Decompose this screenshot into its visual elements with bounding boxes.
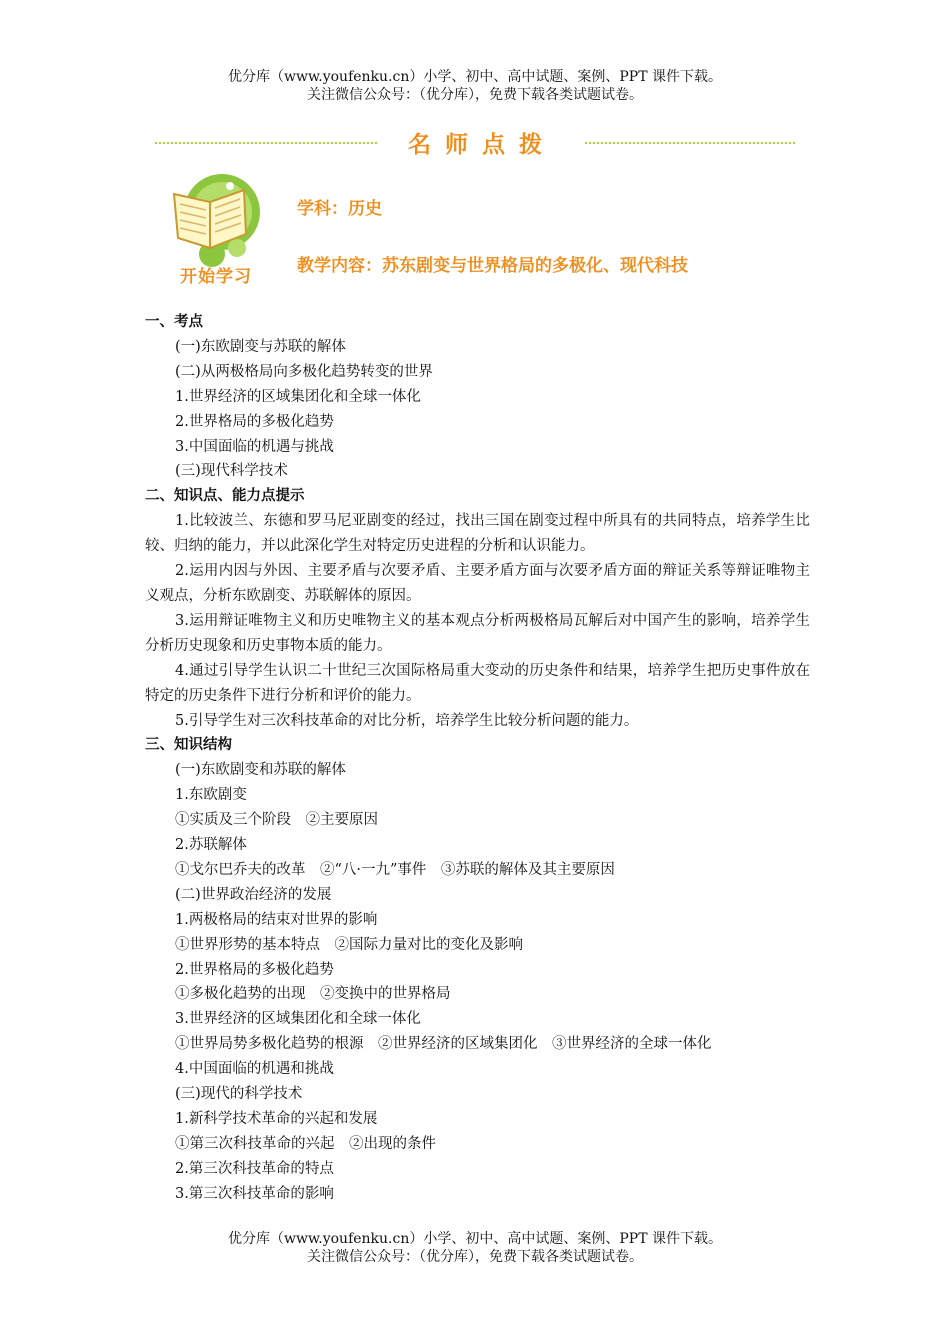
- list-item: (二)从两极格局向多极化趋势转变的世界: [175, 363, 433, 380]
- section-heading: 一、考点: [145, 314, 203, 330]
- page-footer: [0, 1230, 950, 1266]
- list-item: ①第三次科技革命的兴起 ②出现的条件: [175, 1135, 436, 1152]
- list-item: 3.世界经济的区域集团化和全球一体化: [175, 1011, 421, 1028]
- banner-title: 名师点拨: [408, 132, 556, 158]
- list-item: 1.新科学技术革命的兴起和发展: [175, 1111, 378, 1127]
- section-heading: 二、知识点、能力点提示: [145, 488, 305, 505]
- footer-line-1: 优分库（www.youfenku.cn）小学、初中、高中试题、案例、PPT 课件下载。: [227, 1231, 722, 1247]
- list-item: 1.世界经济的区域集团化和全球一体化: [175, 388, 421, 405]
- banner-divider-left: [155, 142, 377, 144]
- list-item: 2.第三次科技革命的特点: [175, 1160, 334, 1177]
- list-item: 4.中国面临的机遇和挑战: [175, 1061, 334, 1078]
- list-item: ①世界形势的基本特点 ②国际力量对比的变化及影响: [175, 936, 523, 953]
- list-item: ①多极化趋势的出现 ②变换中的世界格局: [175, 986, 451, 1003]
- list-item: (一)东欧剧变和苏联的解体: [175, 762, 346, 779]
- list-item: 2.世界格局的多极化趋势: [175, 413, 334, 430]
- header-line-1: 优分库（www.youfenku.cn）小学、初中、高中试题、案例、PPT 课件下载。: [227, 69, 722, 85]
- list-item: 1.两极格局的结束对世界的影响: [175, 911, 378, 928]
- logo-caption: 开始学习: [180, 267, 252, 287]
- section-banner: [155, 126, 795, 160]
- paragraph: 2.运用内因与外因、主要矛盾与次要矛盾、主要矛盾方面与次要矛盾方面的辩证关系等辩证唯物主义观点，分析东欧剧变、苏联解体的原因。: [145, 563, 810, 604]
- paragraph: 1.比较波兰、东德和罗马尼亚剧变的经过，找出三国在剧变过程中所具有的共同特点，培养学生比较、归纳的能力，并以此深化学生对特定历史进程的分析和认识能力。: [145, 513, 810, 555]
- list-item: (三)现代科学技术: [175, 463, 288, 480]
- paragraph: 5.引导学生对三次科技革命的对比分析，培养学生比较分析问题的能力。: [175, 712, 639, 729]
- document-body: [145, 310, 810, 1207]
- list-item: ①戈尔巴乔夫的改革 ②“八·一九”事件 ③苏联的解体及其主要原因: [175, 861, 615, 878]
- list-item: ①世界局势多极化趋势的根源 ②世界经济的区域集团化 ③世界经济的全球一体化: [175, 1036, 712, 1053]
- list-item: ①实质及三个阶段 ②主要原因: [175, 812, 378, 829]
- list-item: 1.东欧剧变: [175, 787, 247, 804]
- list-item: 3.第三次科技革命的影响: [175, 1185, 334, 1202]
- footer-line-2: 关注微信公众号：（优分库），免费下载各类试题试卷。: [307, 1249, 643, 1265]
- subject-label: 学科：历史: [297, 199, 382, 219]
- section-heading: 三、知识结构: [145, 737, 232, 754]
- list-item: 2.世界格局的多极化趋势: [175, 961, 334, 978]
- banner-divider-right: [585, 142, 795, 144]
- paragraph: 4.通过引导学生认识二十世纪三次国际格局重大变动的历史条件和结果，培养学生把历史事件放在特定的历史条件下进行分析和评价的能力。: [145, 662, 810, 704]
- teaching-content: 教学内容：苏东剧变与世界格局的多极化、现代科技: [297, 256, 688, 276]
- list-item: 3.中国面临的机遇与挑战: [175, 438, 334, 455]
- list-item: (二)世界政治经济的发展: [175, 886, 332, 903]
- list-item: 2.苏联解体: [175, 837, 247, 854]
- list-item: (一)东欧剧变与苏联的解体: [175, 338, 346, 355]
- page-header: [0, 68, 950, 104]
- paragraph: 3.运用辩证唯物主义和历史唯物主义的基本观点分析两极格局瓦解后对中国产生的影响，培养学生分析历史现象和历史事物本质的能力。: [145, 612, 810, 654]
- list-item: (三)现代的科学技术: [175, 1086, 303, 1103]
- header-line-2: 关注微信公众号：（优分库），免费下载各类试题试卷。: [307, 87, 643, 103]
